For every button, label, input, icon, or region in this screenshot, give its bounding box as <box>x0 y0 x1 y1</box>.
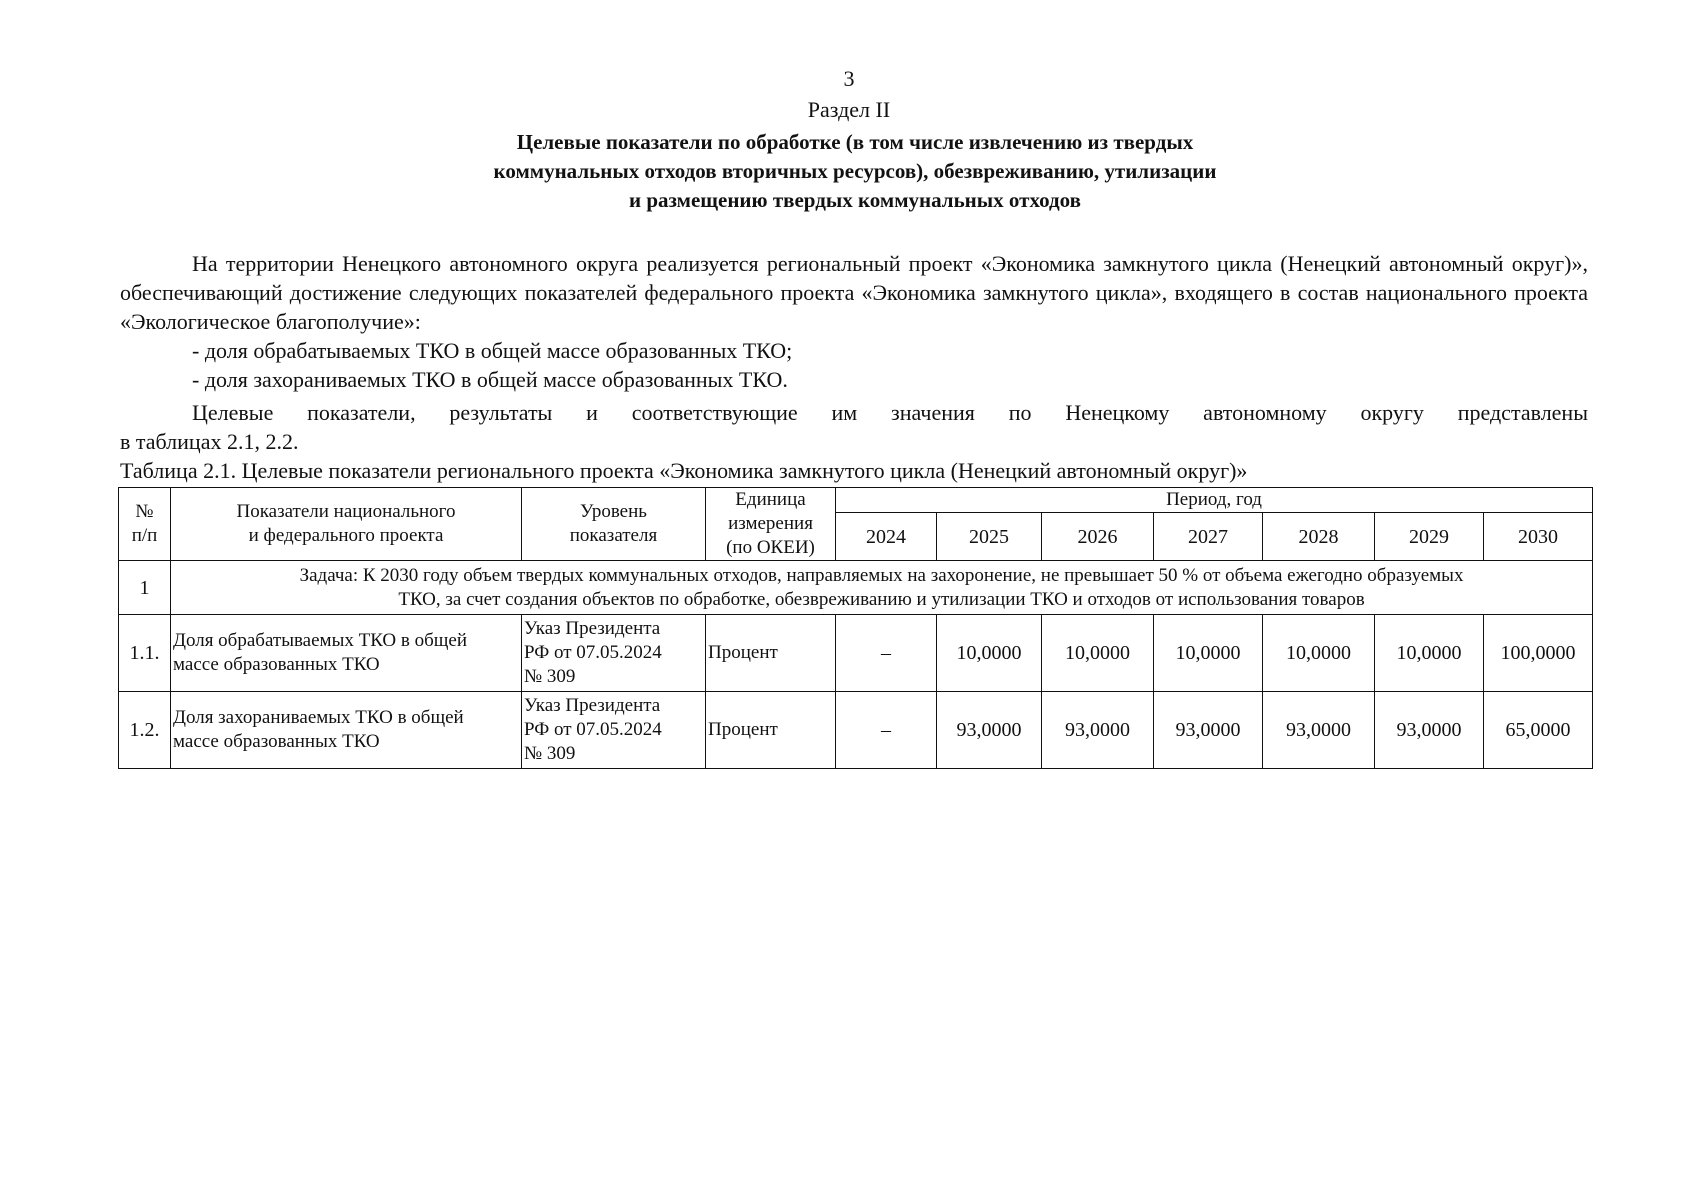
title-line-2: коммунальных отходов вторичных ресурсов), обезвреживанию, утилизации <box>493 159 1217 183</box>
targets-paragraph-line-1: Целевые показатели, результаты и соответствующие им значения по Ненецкому автономному округу представлены <box>192 400 1588 425</box>
header-num-line-1: № <box>135 501 154 522</box>
intro-block <box>120 249 1588 394</box>
header-year: 2030 <box>1484 513 1593 561</box>
row-indicator <box>171 615 522 692</box>
row-level <box>522 692 706 769</box>
row-unit: Процент <box>706 615 836 692</box>
row-value: 93,0000 <box>937 692 1042 769</box>
header-year: 2025 <box>937 513 1042 561</box>
row-value: – <box>836 615 937 692</box>
row-level-line-1: Указ Президента <box>524 618 661 639</box>
row-value: 100,0000 <box>1484 615 1593 692</box>
section-title <box>300 128 1410 215</box>
table-header-row-1 <box>119 488 1593 513</box>
row-level <box>522 615 706 692</box>
row-indicator-line-1: Доля обрабатываемых ТКО в общей <box>173 630 467 651</box>
row-value: 93,0000 <box>1375 692 1484 769</box>
title-line-1: Целевые показатели по обработке (в том числе извлечению из твердых <box>516 130 1194 154</box>
row-value: 10,0000 <box>1375 615 1484 692</box>
header-level-line-1: Уровень <box>580 501 647 522</box>
header-num-line-2: п/п <box>131 525 158 546</box>
row-level-line-3: № 309 <box>524 666 576 687</box>
row-indicator-line-1: Доля захораниваемых ТКО в общей <box>173 707 464 728</box>
header-num <box>119 488 171 561</box>
row-unit: Процент <box>706 692 836 769</box>
table-row <box>119 692 1593 769</box>
table-caption: Таблица 2.1. Целевые показатели регионального проекта «Экономика замкнутого цикла (Ненецкий автономный округ)» <box>120 458 1248 483</box>
row-value: 93,0000 <box>1263 692 1375 769</box>
task-text <box>171 561 1593 615</box>
header-year: 2029 <box>1375 513 1484 561</box>
task-text-line-2: ТКО, за счет создания объектов по обработке, обезвреживанию и утилизации ТКО и отходов от использования товаров <box>398 588 1365 610</box>
row-value: – <box>836 692 937 769</box>
row-value: 65,0000 <box>1484 692 1593 769</box>
title-line-3: и размещению твердых коммунальных отходов <box>628 188 1081 212</box>
header-year: 2026 <box>1042 513 1154 561</box>
section-label: Раздел II <box>807 97 891 122</box>
header-period: Период, год <box>836 488 1593 513</box>
header-indicator <box>171 488 522 561</box>
bullet-item-2: - доля захораниваемых ТКО в общей массе образованных ТКО. <box>192 367 788 392</box>
row-value: 10,0000 <box>1042 615 1154 692</box>
header-indicator-line-1: Показатели национального <box>236 501 456 522</box>
row-value: 10,0000 <box>1263 615 1375 692</box>
task-text-line-1: Задача: К 2030 году объем твердых коммунальных отходов, направляемых на захоронение, не превышает 50 % от объема ежегодно образуемых <box>299 564 1464 586</box>
header-indicator-line-2: и федерального проекта <box>248 525 444 546</box>
row-level-line-2: РФ от 07.05.2024 <box>524 642 662 663</box>
targets-paragraph <box>120 398 1588 456</box>
header-unit-line-2: измерения <box>728 513 813 534</box>
intro-paragraph: На территории Ненецкого автономного округа реализуется региональный проект «Экономика замкнутого цикла (Ненецкий автономный округ)», обеспечивающий достижение следующих показателей федерального проекта «Экономика замкнутого цикла», входящего в состав национального проекта «Экологическое благополучие»: <box>120 251 1588 334</box>
row-value: 93,0000 <box>1154 692 1263 769</box>
header-unit <box>706 488 836 561</box>
row-level-line-1: Указ Президента <box>524 695 661 716</box>
header-year: 2027 <box>1154 513 1263 561</box>
row-value: 93,0000 <box>1042 692 1154 769</box>
task-num: 1 <box>119 561 171 615</box>
row-level-line-2: РФ от 07.05.2024 <box>524 719 662 740</box>
row-indicator <box>171 692 522 769</box>
row-level-line-3: № 309 <box>524 743 576 764</box>
table-row <box>119 615 1593 692</box>
task-row <box>119 561 1593 615</box>
bullet-item-1: - доля обрабатываемых ТКО в общей массе образованных ТКО; <box>192 338 793 363</box>
header-year: 2028 <box>1263 513 1375 561</box>
row-value: 10,0000 <box>937 615 1042 692</box>
page-number: 3 <box>843 66 855 91</box>
header-level <box>522 488 706 561</box>
indicators-table <box>118 487 1593 769</box>
header-level-line-2: показателя <box>569 525 658 546</box>
header-unit-line-3: (по ОКЕИ) <box>726 537 815 558</box>
targets-paragraph-line-2: в таблицах 2.1, 2.2. <box>120 429 299 454</box>
row-num: 1.1. <box>119 615 171 692</box>
row-value: 10,0000 <box>1154 615 1263 692</box>
row-indicator-line-2: массе образованных ТКО <box>173 654 380 675</box>
row-num: 1.2. <box>119 692 171 769</box>
row-indicator-line-2: массе образованных ТКО <box>173 731 380 752</box>
header-unit-line-1: Единица <box>735 489 806 510</box>
header-year: 2024 <box>836 513 937 561</box>
